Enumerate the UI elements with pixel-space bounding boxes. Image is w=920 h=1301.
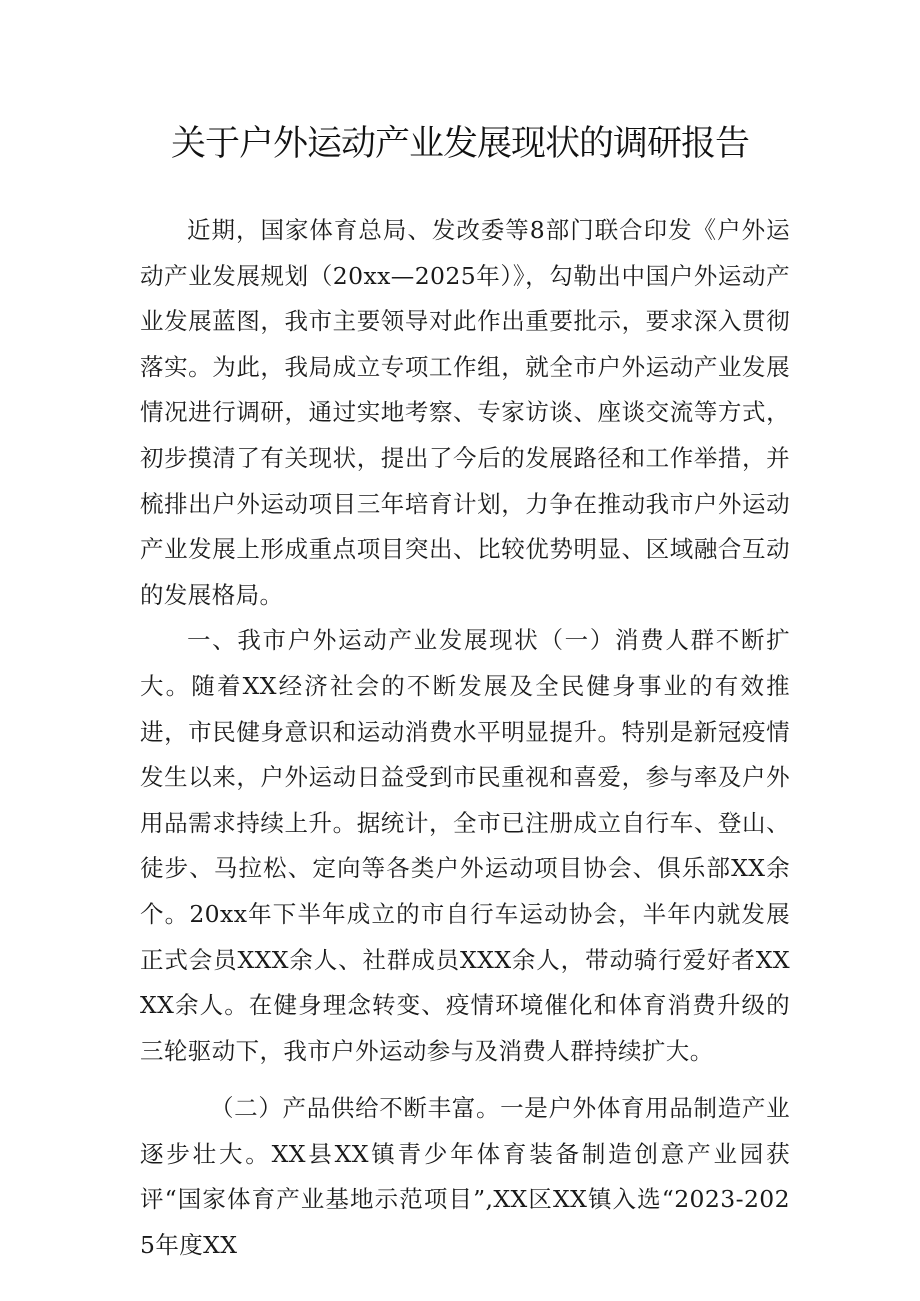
document-title: 关于户外运动产业发展现状的调研报告 xyxy=(170,124,749,164)
document-body xyxy=(140,208,790,1269)
paragraph-consumer-growth: 一、我市户外运动产业发展现状（一）消费人群不断扩大。随着XX经济社会的不断发展及全民健身事业的有效推进，市民健身意识和运动消费水平明显提升。特别是新冠疫情发生以来，户外运动日益受到市民重视和喜爱，参与率及户外用品需求持续上升。据统计，全市已注册成立自行车、登山、徒步、马拉松、定向等各类户外运动项目协会、俱乐部XX余个。20xx年下半年成立的市自行车运动协会，半年内就发展正式会员XXX余人、社群成员XXX余人，带动骑行爱好者XXXX余人。在健身理念转变、疫情环境催化和体育消费升级的三轮驱动下，我市户外运动参与及消费人群持续扩大。 xyxy=(140,626,790,1065)
paragraph-product-supply: （二）产品供给不断丰富。一是户外体育用品制造产业逐步壮大。XX县XX镇青少年体育装备制造创意产业园获评“国家体育产业基地示范项目”,XX区XX镇入选“2023-2025年度XX xyxy=(140,1094,790,1260)
paragraph-introduction: 近期，国家体育总局、发改委等8部门联合印发《户外运动产业发展规划（20xx—2025年）》，勾勒出中国户外运动产业发展蓝图，我市主要领导对此作出重要批示，要求深入贯彻落实。为此，我局成立专项工作组，就全市户外运动产业发展情况进行调研，通过实地考察、专家访谈、座谈交流等方式，初步摸清了有关现状，提出了今后的发展路径和工作举措，并梳排出户外运动项目三年培育计划，力争在推动我市户外运动产业发展上形成重点项目突出、比较优势明显、区域融合互动的发展格局。 xyxy=(140,216,790,609)
